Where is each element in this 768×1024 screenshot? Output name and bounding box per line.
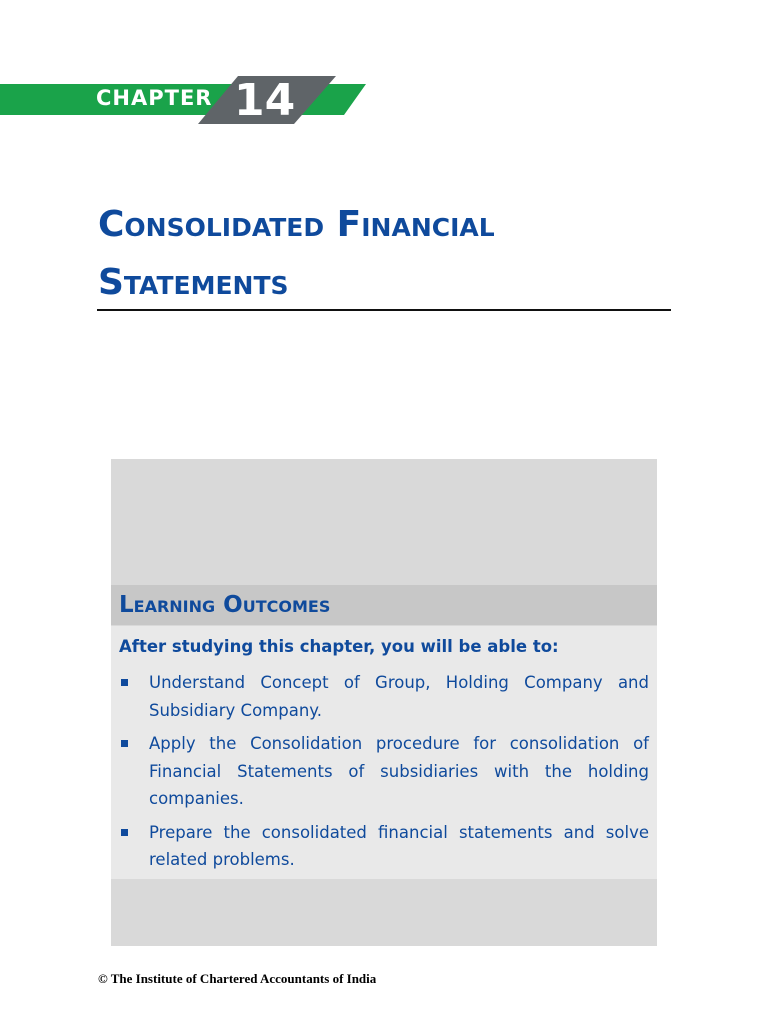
title-underline (97, 309, 671, 311)
chapter-title-line-1: Consolidated Financial (98, 204, 495, 245)
list-item (119, 819, 649, 874)
list-item (119, 669, 649, 724)
square-bullet-icon (121, 740, 128, 747)
chapter-title-line-2: Statements (98, 262, 289, 303)
list-item-text: Prepare the consolidated financial statements and solve related problems. (149, 822, 649, 869)
list-item (119, 730, 649, 813)
square-bullet-icon (121, 679, 128, 686)
learning-outcomes-heading: Learning Outcomes (119, 592, 331, 618)
chapter-label: CHAPTER (96, 86, 213, 110)
chapter-title (98, 196, 678, 312)
list-item-text: Apply the Consolidation procedure for consolidation of Financial Statements of subsidiaries with the holding companies. (149, 734, 649, 808)
square-bullet-icon (121, 829, 128, 836)
list-item-text: Understand Concept of Group, Holding Company and Subsidiary Company. (149, 673, 649, 720)
copyright-footer: © The Institute of Chartered Accountants of India (98, 971, 377, 986)
learning-outcomes-intro: After studying this chapter, you will be able to: (119, 637, 559, 656)
chapter-number: 14 (234, 75, 296, 126)
learning-outcomes-list (119, 669, 649, 880)
